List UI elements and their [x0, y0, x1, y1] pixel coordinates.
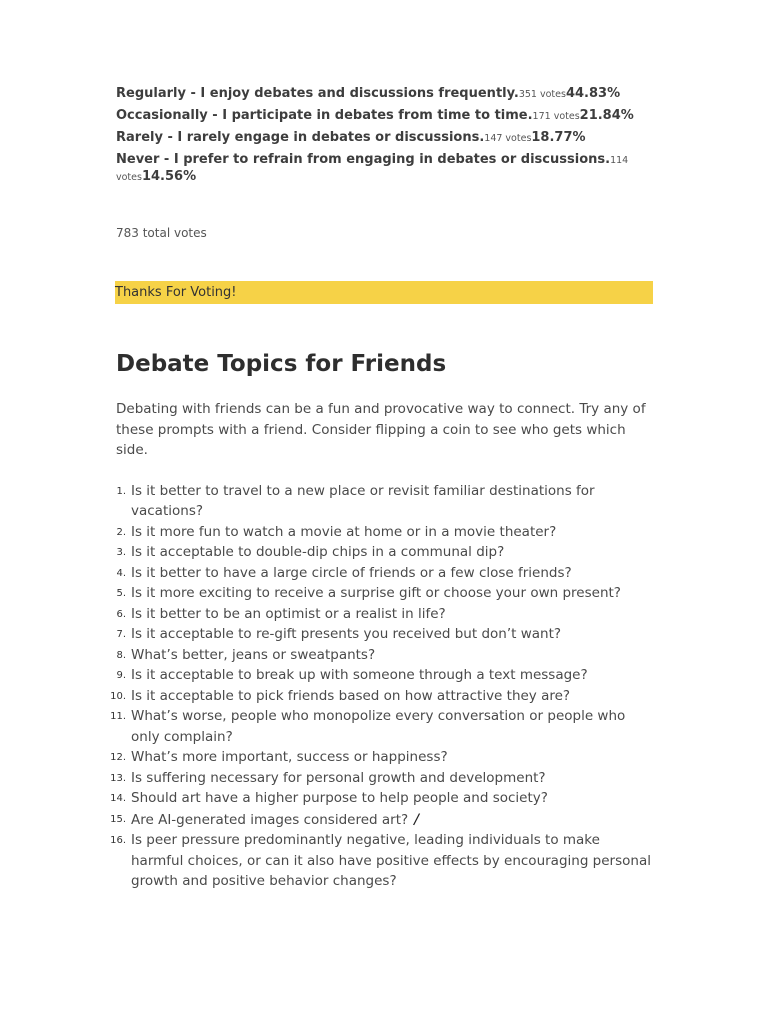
list-item: [116, 563, 653, 584]
list-number: 13.: [110, 772, 126, 784]
list-item: [116, 583, 653, 604]
list-item: [116, 665, 653, 686]
list-item: [110, 768, 653, 789]
list-number: 7.: [116, 629, 126, 640]
list-item: [110, 747, 653, 768]
topic-text: Is peer pressure predominantly negative, leading individuals to make harmful choices, or can it also have positive effects by encouraging personal growth and positive behavior changes?: [131, 832, 651, 889]
article-intro: Debating with friends can be a fun and provocative way to connect. Try any of these prompts with a friend. Consider flipping a coin to see who gets which side.: [116, 401, 646, 458]
list-number: 16.: [110, 835, 126, 846]
poll-option-percent: 44.83%: [565, 86, 621, 101]
thanks-banner: Thanks For Voting!: [115, 281, 653, 304]
debate-topics-list: [110, 481, 653, 892]
poll-option-regularly: [116, 86, 653, 103]
poll-option-label: Rarely - I rarely engage in debates or discussions.: [116, 130, 485, 145]
topic-text: Is it better to be an optimist or a realist in life?: [131, 605, 446, 622]
list-number: 6.: [116, 608, 126, 620]
topic-text: Is it more exciting to receive a surprise gift or choose your own present?: [131, 585, 621, 601]
list-item: [110, 809, 653, 831]
topic-text: Is it acceptable to break up with someone through a text message?: [131, 667, 588, 683]
list-item: [116, 645, 653, 666]
page-content: [110, 0, 653, 892]
poll-option-votes: 114 votes: [116, 155, 629, 183]
poll-option-label: Occasionally - I participate in debates from time to time.: [116, 108, 533, 123]
topic-text: Should art have a higher purpose to help people and society?: [131, 790, 548, 806]
list-item: [116, 624, 653, 645]
list-item: [110, 830, 653, 892]
poll-option-votes: 147 votes: [484, 133, 532, 144]
list-item: [110, 788, 653, 809]
topic-text: What’s better, jeans or sweatpants?: [131, 646, 376, 663]
list-number: 1.: [116, 485, 126, 497]
topic-text: Is it better to have a large circle of friends or a few close friends?: [131, 564, 572, 581]
list-item: [110, 706, 653, 747]
total-votes: 783 total votes: [116, 226, 207, 240]
list-item: [110, 686, 653, 707]
list-number: 5.: [116, 588, 126, 599]
poll-option-votes: 351 votes: [518, 89, 566, 100]
list-number: 9.: [116, 670, 126, 681]
poll-option-percent: 14.56%: [141, 169, 197, 184]
list-number: 8.: [116, 649, 126, 661]
topic-text: Is suffering necessary for personal growth and development?: [131, 769, 546, 786]
list-number: 14.: [110, 793, 126, 804]
poll-option-label: Regularly - I enjoy debates and discussions frequently.: [116, 86, 519, 101]
list-item: [116, 604, 653, 625]
list-item: [116, 522, 653, 543]
topic-text: Is it acceptable to re-gift presents you received but don’t want?: [131, 626, 562, 642]
poll-option-percent: 21.84%: [579, 108, 634, 123]
topic-text: What’s more important, success or happiness?: [131, 749, 448, 765]
article-heading: Debate Topics for Friends: [116, 351, 447, 377]
topic-text: Is it more fun to watch a movie at home or in a movie theater?: [131, 523, 557, 540]
poll-option-never: [116, 152, 653, 186]
list-number: 10.: [110, 690, 126, 702]
poll-results: [116, 86, 653, 304]
list-item: [116, 481, 653, 522]
cursor-mark-icon: /: [412, 809, 421, 828]
poll-option-rarely: [116, 130, 653, 147]
topic-text: Are AI-generated images considered art?: [131, 811, 409, 828]
topic-text: Is it acceptable to pick friends based on how attractive they are?: [131, 687, 571, 704]
list-number: 2.: [116, 526, 126, 538]
topic-text: Is it acceptable to double-dip chips in a communal dip?: [131, 544, 505, 560]
list-number: 3.: [116, 547, 126, 558]
list-number: 11.: [110, 711, 126, 722]
list-number: 12.: [110, 752, 126, 763]
poll-option-label: Never - I prefer to refrain from engaging in debates or discussions.: [116, 152, 611, 167]
list-number: 4.: [116, 567, 126, 579]
topic-text: What’s worse, people who monopolize every conversation or people who only complain?: [131, 708, 626, 745]
topic-text: Is it better to travel to a new place or revisit familiar destinations for vacations?: [131, 482, 595, 519]
poll-option-occasionally: [116, 108, 653, 125]
poll-option-percent: 18.77%: [531, 130, 586, 145]
list-item: [116, 542, 653, 563]
list-number: 15.: [110, 813, 126, 825]
poll-option-votes: 171 votes: [532, 111, 580, 122]
